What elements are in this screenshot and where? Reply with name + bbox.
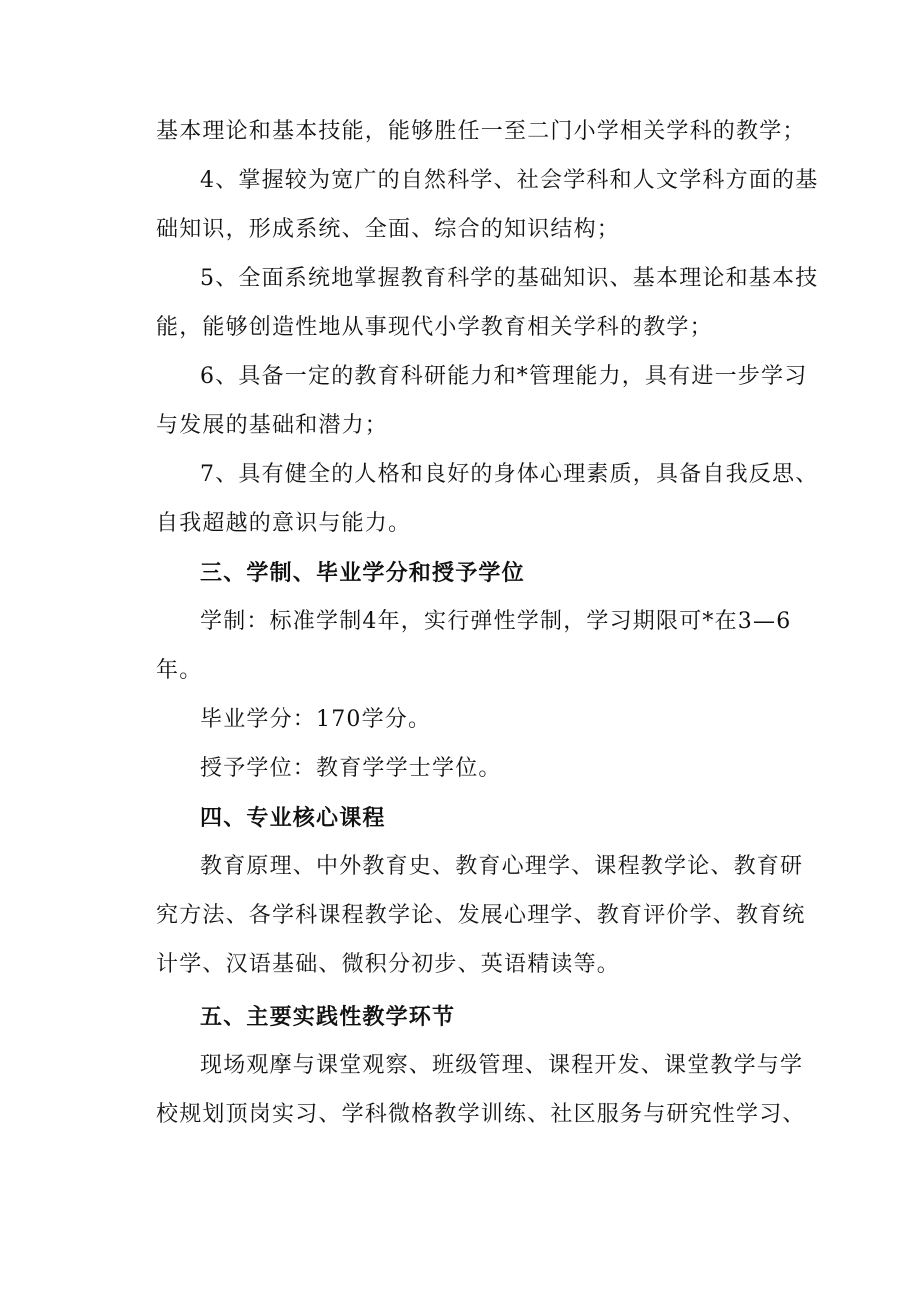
section-heading-5: 五、主要实践性教学环节 (200, 1004, 456, 1030)
objective-item-5-line-2: 能，能够创造性地从事现代小学教育相关学科的教学； (156, 315, 713, 340)
objective-item-7-line-1: 7、具有健全的人格和良好的身体心理素质，具备自我反思、 (200, 462, 819, 487)
core-courses-line-1: 教育原理、中外教育史、教育心理学、课程教学论、教育研 (200, 854, 804, 879)
objective-item-6-line-2: 与发展的基础和潜力； (156, 413, 389, 438)
schooling-years-line-2: 年。 (156, 658, 203, 683)
practice-items-line-2: 校规划顶岗实习、学科微格教学训练、社区服务与研究性学习、 (156, 1102, 806, 1127)
section-heading-3: 三、学制、毕业学分和授予学位 (200, 560, 525, 586)
objective-item-5-line-1: 5、全面系统地掌握教育科学的基础知识、基本理论和基本技 (200, 266, 819, 291)
practice-items-line-1: 现场观摩与课堂观察、班级管理、课程开发、课堂教学与学 (200, 1053, 804, 1078)
objective-item-4-line-2: 础知识，形成系统、全面、综合的知识结构； (156, 217, 621, 242)
core-courses-line-3: 计学、汉语基础、微积分初步、英语精读等。 (156, 952, 621, 977)
text-line-continuation-3: 基本理论和基本技能，能够胜任一至二门小学相关学科的教学； (156, 119, 806, 144)
degree-awarded: 授予学位：教育学学士学位。 (200, 756, 502, 781)
schooling-years-line-1: 学制：标准学制4年，实行弹性学制，学习期限可*在3—6 (200, 609, 792, 634)
objective-item-6-line-1: 6、具备一定的教育科研能力和*管理能力，具有进一步学习 (200, 364, 808, 389)
objective-item-7-line-2: 自我超越的意识与能力。 (156, 511, 412, 536)
graduation-credits: 毕业学分：170学分。 (200, 707, 432, 732)
objective-item-4-line-1: 4、掌握较为宽广的自然科学、社会学科和人文学科方面的基 (200, 168, 819, 193)
core-courses-line-2: 究方法、各学科课程教学论、发展心理学、教育评价学、教育统 (156, 903, 806, 928)
section-heading-4: 四、专业核心课程 (200, 805, 386, 831)
